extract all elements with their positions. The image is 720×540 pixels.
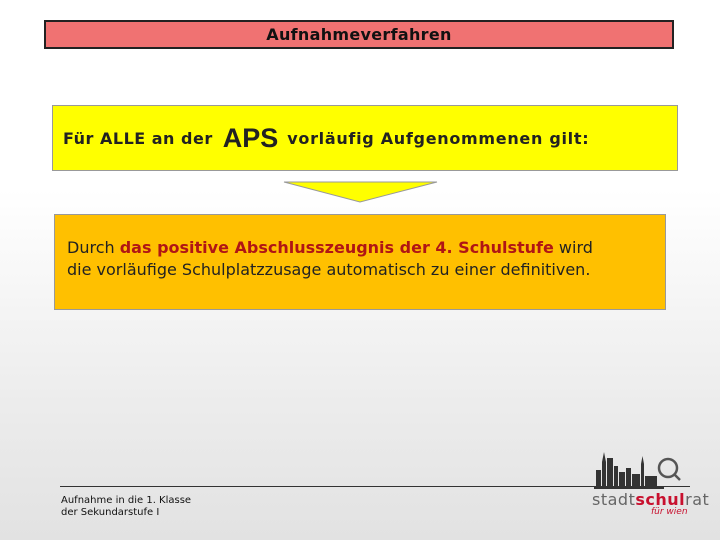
statement-intro: Durch <box>67 238 120 257</box>
headline-aps: APS <box>222 122 279 153</box>
headline-part2: vorläufig Aufgenommenen gilt: <box>287 128 590 148</box>
statement-highlight: das positive Abschlusszeugnis der 4. Schulstufe <box>119 238 554 257</box>
logo-text-stadt: stadt <box>592 490 636 509</box>
headline-box <box>52 105 678 171</box>
logo-subtext: für wien <box>651 507 688 517</box>
footer-text <box>61 495 261 519</box>
slide-title: Aufnahmeverfahren <box>44 20 674 49</box>
footer-line1: Aufnahme in die 1. Klasse <box>61 495 192 506</box>
footer-line2: der Sekundarstufe I <box>61 507 160 518</box>
logo-text-schul: schul <box>635 490 686 509</box>
statement-box <box>54 214 666 310</box>
statement-mid: wird <box>553 238 593 257</box>
down-arrow-icon <box>283 181 438 203</box>
headline-part1: Für ALLE an der <box>63 128 213 148</box>
logo-text-rat: rat <box>685 490 710 509</box>
statement-line2: die vorläufige Schulplatzzusage automatisch zu einer definitiven. <box>67 260 591 279</box>
